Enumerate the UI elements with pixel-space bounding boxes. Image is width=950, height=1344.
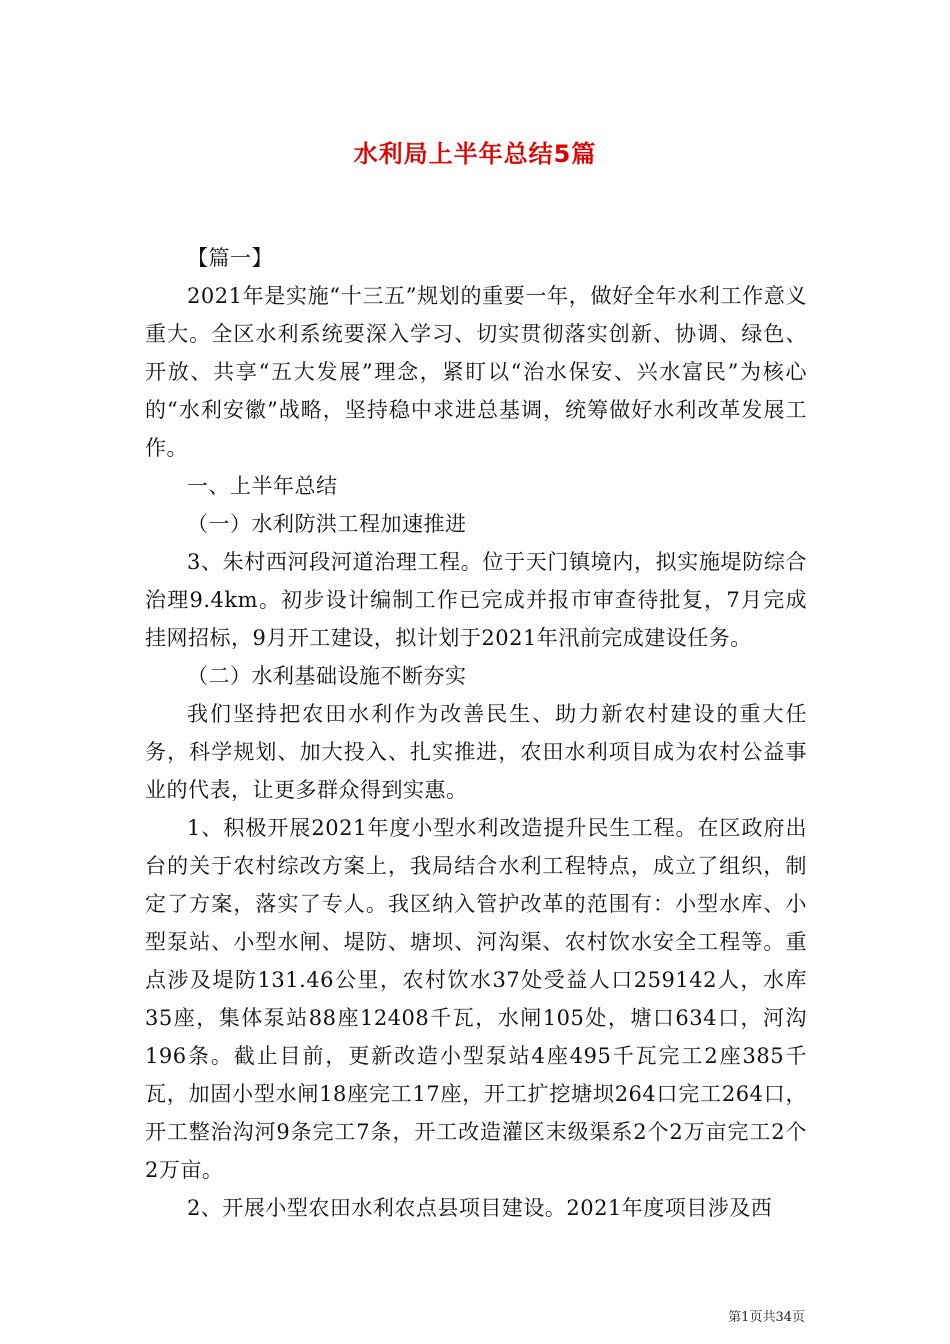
paragraph: 2、开展小型农田水利农点县项目建设。2021年度项目涉及西 <box>187 1196 773 1220</box>
subsection-heading: （一）水利防洪工程加速推进 <box>187 512 467 536</box>
section-heading: 【篇一】 <box>187 246 273 270</box>
document-title: 水利局上半年总结5篇 <box>353 140 597 168</box>
paragraph: 我们坚持把农田水利作为改善民生、助力新农村建设的重大任务，科学规划、加大投入、扎实推进，农田水利项目成为农村公益事业的代表，让更多群众得到实惠。 <box>145 702 807 802</box>
page-number: 第1页共34页 <box>728 1310 805 1325</box>
paragraph: 2021年是实施“十三五”规划的重要一年，做好全年水利工作意义重大。全区水利系统要深入学习、切实贯彻落实创新、协调、绿色、开放、共享“五大发展”理念，紧盯以“治水保安、兴水富民”为核心的“水利安徽”战略，坚持稳中求进总基调，统筹做好水利改革发展工作。 <box>145 284 807 460</box>
section-heading: 一、上半年总结 <box>187 474 338 498</box>
paragraph: 1、积极开展2021年度小型水利改造提升民生工程。在区政府出台的关于农村综改方案上，我局结合水利工程特点，成立了组织，制定了方案，落实了专人。我区纳入管护改革的范围有：小型水库、小型泵站、小型水闸、堤防、塘坝、河沟渠、农村饮水安全工程等。重点涉及堤防131.46公里，农村饮水37处受益人口259142人，水库35座，集体泵站88座12408千瓦，水闸105处，塘口634口，河沟196条。截止目前，更新改造小型泵站4座495千瓦完工2座385千瓦，加固小型水闸18座完工17座，开工扩挖塘坝264口完工264口，开工整治沟河9条完工7条，开工改造灌区末级渠系2个2万亩完工2个2万亩。 <box>145 816 807 1182</box>
subsection-heading: （二）水利基础设施不断夯实 <box>187 664 467 688</box>
paragraph: 3、朱村西河段河道治理工程。位于天门镇境内，拟实施堤防综合治理9.4km。初步设计编制工作已完成并报市审查待批复，7月完成挂网招标，9月开工建设，拟计划于2021年汛前完成建设任务。 <box>145 550 807 650</box>
document-body <box>145 239 807 1227</box>
